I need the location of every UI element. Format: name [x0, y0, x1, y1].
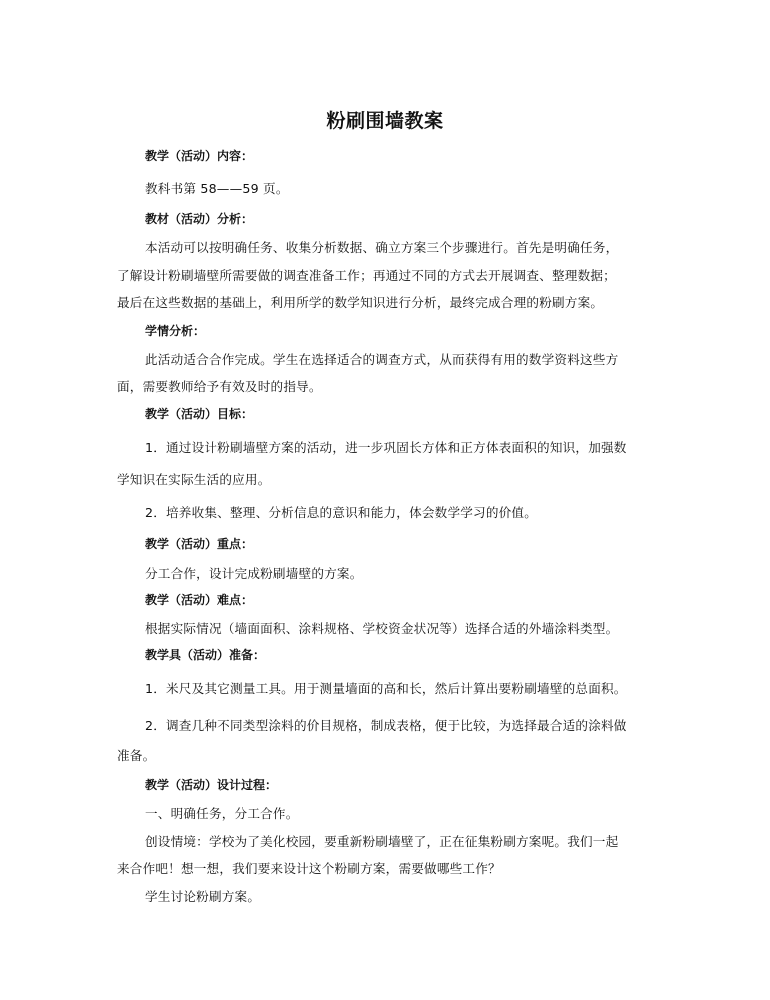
process-paragraph-line: 创设情境：学校为了美化校园，要重新粉刷墙壁了，正在征集粉刷方案呢。我们一起 — [145, 834, 619, 849]
material-heading: 教材（活动）分析： — [145, 212, 254, 226]
preparation-item-1: 1．米尺及其它测量工具。用于测量墙面的高和长，然后计算出要粉刷墙壁的总面积。 — [145, 681, 627, 696]
student-analysis-heading: 学情分析： — [145, 324, 206, 338]
process-step-1: 一、明确任务，分工合作。 — [145, 806, 299, 821]
difficulty-heading: 教学（活动）难点： — [145, 593, 254, 607]
student-analysis-line: 面，需要教师给予有效及时的指导。 — [117, 379, 322, 394]
material-paragraph-line: 了解设计粉刷墙壁所需要做的调查准备工作；再通过不同的方式去开展调查、整理数据； — [117, 268, 616, 283]
preparation-item-2-continued: 准备。 — [117, 748, 156, 763]
goal-heading: 教学（活动）目标： — [145, 407, 254, 421]
process-heading: 教学（活动）设计过程： — [145, 778, 278, 792]
content-text: 教科书第 58——59 页。 — [145, 181, 289, 196]
preparation-heading: 教学具（活动）准备： — [145, 648, 266, 662]
goal-item-1-continued: 学知识在实际生活的应用。 — [117, 472, 271, 487]
key-point-heading: 教学（活动）重点： — [145, 537, 254, 551]
key-point-text: 分工合作，设计完成粉刷墙壁的方案。 — [145, 566, 363, 581]
material-paragraph-line: 最后在这些数据的基础上，利用所学的数学知识进行分析，最终完成合理的粉刷方案。 — [117, 295, 604, 310]
goal-item-2: 2．培养收集、整理、分析信息的意识和能力，体会数学学习的价值。 — [145, 505, 538, 520]
process-paragraph-line: 来合作吧！想一想，我们要来设计这个粉刷方案，需要做哪些工作？ — [117, 861, 501, 876]
goal-item-1: 1．通过设计粉刷墙壁方案的活动，进一步巩固长方体和正方体表面积的知识，加强数 — [145, 440, 627, 455]
process-paragraph-line: 学生讨论粉刷方案。 — [145, 889, 261, 904]
preparation-item-2: 2．调查几种不同类型涂料的价目规格，制成表格，便于比较，为选择最合适的涂料做 — [145, 718, 627, 733]
difficulty-text: 根据实际情况（墙面面积、涂料规格、学校资金状况等）选择合适的外墙涂料类型。 — [145, 621, 619, 636]
material-paragraph-line: 本活动可以按明确任务、收集分析数据、确立方案三个步骤进行。首先是明确任务， — [145, 240, 619, 255]
document-title: 粉刷围墙教案 — [326, 110, 444, 132]
student-analysis-line: 此活动适合合作完成。学生在选择适合的调查方式，从而获得有用的数学资料这些方 — [145, 352, 619, 367]
content-heading: 教学（活动）内容： — [145, 149, 254, 163]
